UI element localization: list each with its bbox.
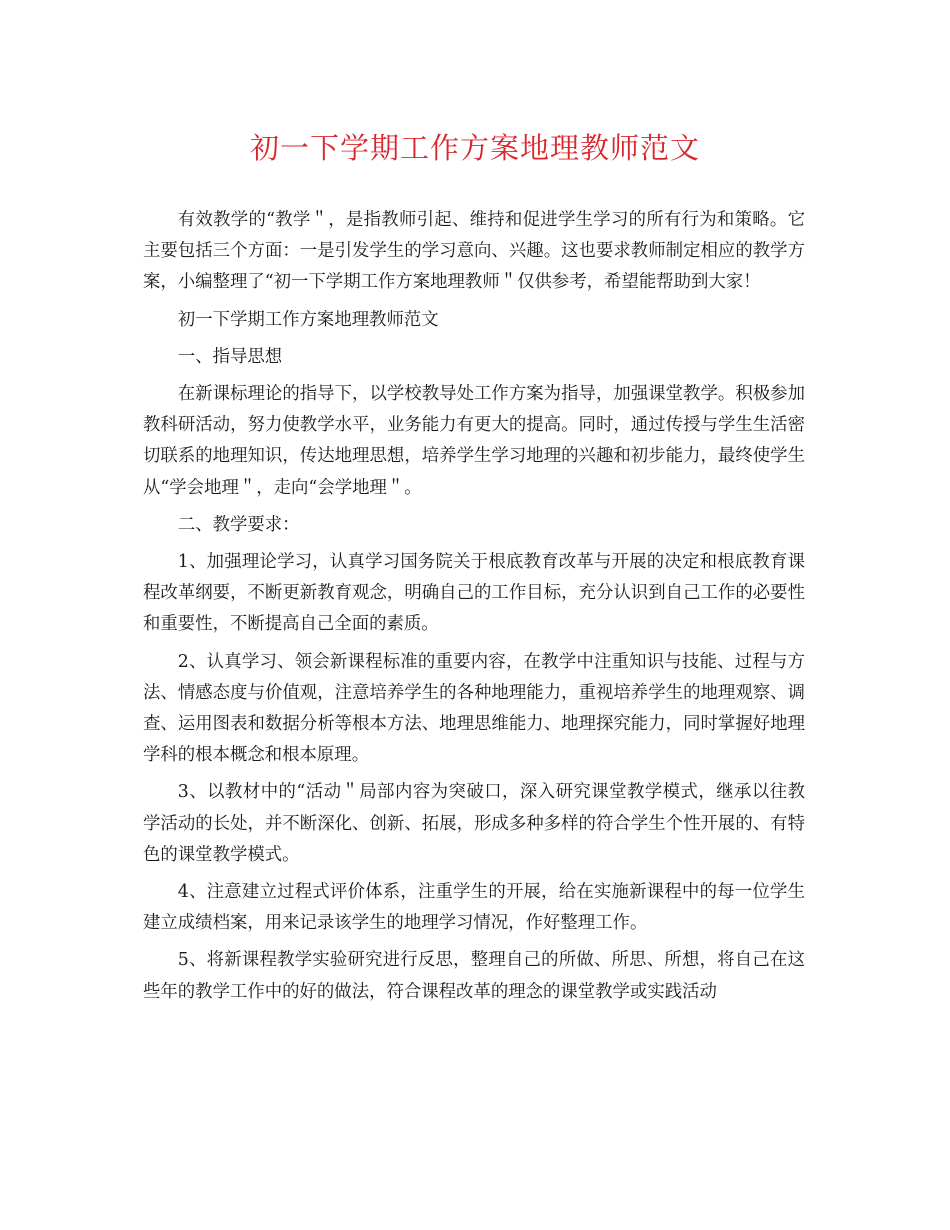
document-body [143, 205, 805, 1014]
document-title: 初一下学期工作方案地理教师范文 [249, 131, 700, 165]
requirement-item-5: 5、将新课程教学实验研究进行反思，整理自己的所做、所思、所想，将自己在这些年的教学工作中的好的做法，符合课程改革的理念的课堂教学或实践活动 [143, 950, 805, 1002]
intro-paragraph: 有效教学的“教学＂，是指教师引起、维持和促进学生学习的所有行为和策略。它主要包括三个方面：一是引发学生的学习意向、兴趣。这也要求教师制定相应的教学方案，小编整理了“初一下学期工作方案地理教师＂仅供参考，希望能帮助到大家！ [143, 210, 805, 293]
section-heading-teaching-requirements: 二、教学要求： [177, 514, 300, 535]
requirement-item-2: 2、认真学习、领会新课程标准的重要内容，在教学中注重知识与技能、过程与方法、情感态度与价值观，注意培养学生的各种地理能力，重视培养学生的地理观察、调查、运用图表和数据分析等根本方法、地理思维能力、地理探究能力，同时掌握好地理学科的根本概念和根本原理。 [143, 651, 805, 766]
guiding-thought-paragraph: 在新课标理论的指导下，以学校教导处工作方案为指导，加强课堂教学。积极参加教科研活动，努力使教学水平，业务能力有更大的提高。同时，通过传授与学生生活密切联系的地理知识，传达地理思想，培养学生学习地理的兴趣和初步能力，最终使学生从“学会地理＂，走向“会学地理＂。 [143, 384, 805, 498]
requirement-item-1: 1、加强理论学习，认真学习国务院关于根底教育改革与开展的决定和根底教育课程改革纲要，不断更新教育观念，明确自己的工作目标，充分认识到自己工作的必要性和重要性，不断提高自己全面的素质。 [143, 552, 805, 635]
subtitle-paragraph: 初一下学期工作方案地理教师范文 [177, 309, 439, 330]
section-heading-guiding-thought: 一、指导思想 [177, 346, 283, 367]
requirement-item-4: 4、注意建立过程式评价体系，注重学生的开展，给在实施新课程中的每一位学生建立成绩档案，用来记录该学生的地理学习情况，作好整理工作。 [143, 882, 805, 934]
requirement-item-3: 3、以教材中的“活动＂局部内容为突破口，深入研究课堂教学模式，继承以往教学活动的长处，并不断深化、创新、拓展，形成多种多样的符合学生个性开展的、有特色的课堂教学模式。 [143, 782, 805, 865]
